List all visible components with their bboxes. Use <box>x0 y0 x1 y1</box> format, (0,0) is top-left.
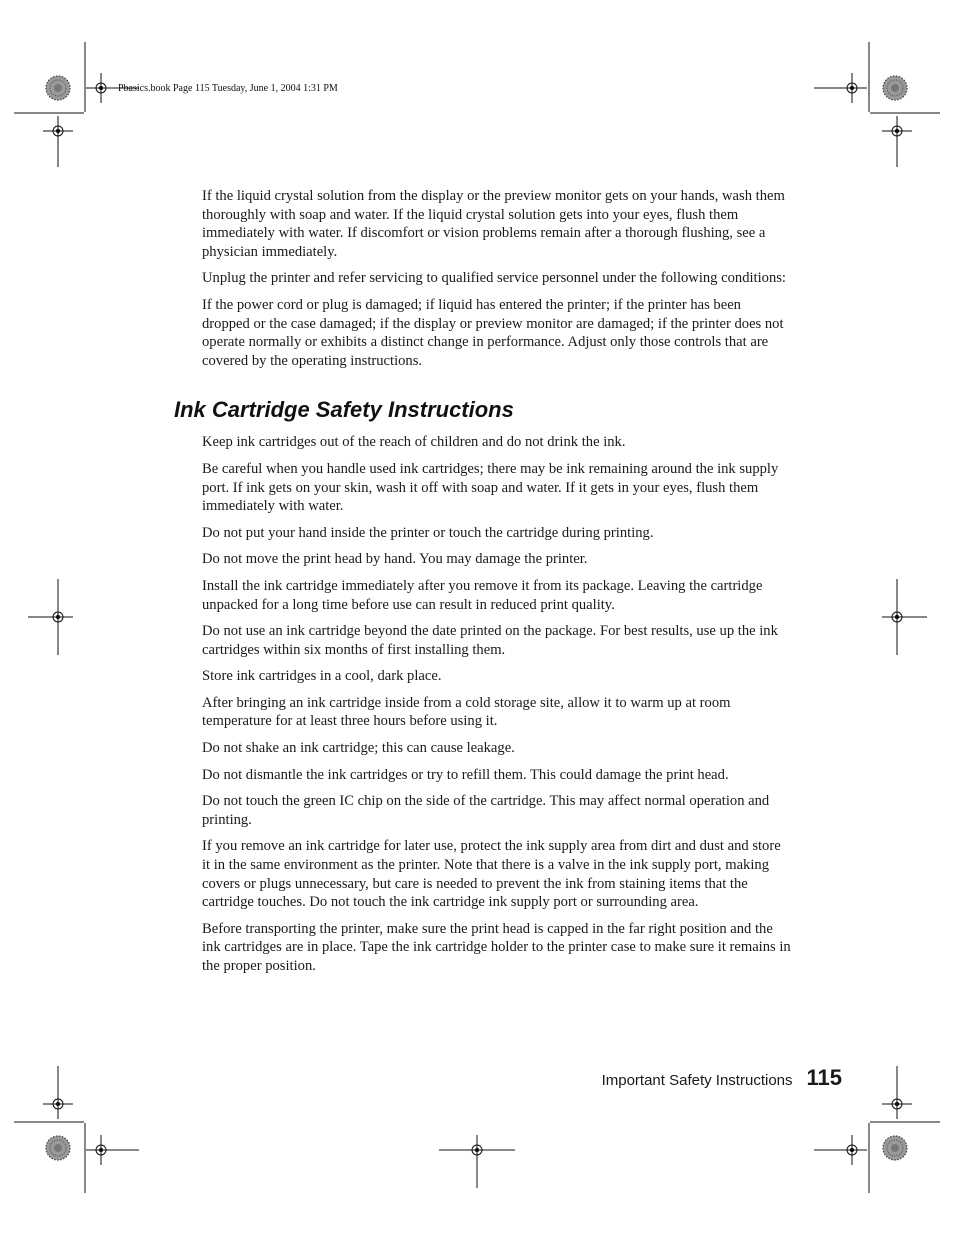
body-paragraph: Do not use an ink cartridge beyond the date printed on the package. For best results, use up the ink cartridges within six months of first installing them. <box>202 623 778 658</box>
slug-line: Pbasics.book Page 115 Tuesday, June 1, 2004 1:31 PM <box>118 83 338 94</box>
color-target-icon <box>46 1136 70 1160</box>
page-footer <box>602 1065 842 1091</box>
color-target-icon <box>46 76 70 100</box>
body-paragraph: Do not move the print head by hand. You may damage the printer. <box>202 551 588 568</box>
registration-mark-icon <box>43 1066 73 1119</box>
body-paragraph: If you remove an ink cartridge for later use, protect the ink supply area from dirt and dust and store it in the same environment as the printer. Note that there is a valve in the ink supply port, making covers or plugs unnecessary, but care is needed to prevent the ink from staining items that the cartridge touches. Do not touch the ink cartridge ink supply port or surrounding area. <box>202 838 781 911</box>
registration-mark-icon <box>43 116 73 167</box>
body-paragraph: Unplug the printer and refer servicing to qualified service personnel under the following conditions: <box>202 270 786 287</box>
body-paragraph: Do not put your hand inside the printer or touch the cartridge during printing. <box>202 524 654 541</box>
body-paragraph: Do not dismantle the ink cartridges or try to refill them. This could damage the print head. <box>202 766 729 783</box>
body-paragraph: If the liquid crystal solution from the display or the preview monitor gets on your hands, wash them thoroughly with soap and water. If the liquid crystal solution gets into your eyes, flush them immediately with water. If discomfort or vision problems remain after a thorough flushing, see a physician immediately. <box>202 188 785 260</box>
body-paragraph: Do not touch the green IC chip on the side of the cartridge. This may affect normal operation and printing. <box>202 793 770 828</box>
color-target-icon <box>883 1136 907 1160</box>
registration-mark-icon <box>814 1135 867 1165</box>
body-paragraph: If the power cord or plug is damaged; if liquid has entered the printer; if the printer has been dropped or the case damaged; if the display or preview monitor are damaged; if the printer does not operate normally or exhibits a distinct change in performance. Adjust only those controls that are covered by the operating instructions. <box>202 296 784 369</box>
registration-mark-icon <box>814 73 867 103</box>
body-paragraph: Keep ink cartridges out of the reach of children and do not drink the ink. <box>202 434 626 451</box>
body-paragraph: After bringing an ink cartridge inside from a cold storage site, allow it to warm up at room temperature for at least three hours before using it. <box>202 694 731 730</box>
body-paragraph: Before transporting the printer, make sure the print head is capped in the far right position and the ink cartridges are in place. Tape the ink cartridge holder to the printer case to make sure it remains in the proper position. <box>202 920 791 974</box>
registration-mark-icon <box>28 579 73 655</box>
body-paragraph: Be careful when you handle used ink cartridges; there may be ink remaining around the ink supply port. If ink gets on your skin, wash it off with soap and water. If it gets in your eyes, flush them immediately with water. <box>202 460 779 515</box>
page-number: 115 <box>806 1065 842 1090</box>
footer-section-name: Important Safety Instructions <box>601 1072 793 1089</box>
registration-mark-icon <box>882 116 912 167</box>
page-body <box>174 187 792 984</box>
registration-mark-icon <box>86 1135 139 1165</box>
body-paragraph: Do not shake an ink cartridge; this can cause leakage. <box>202 740 515 757</box>
registration-mark-icon <box>439 1135 515 1188</box>
section-heading: Ink Cartridge Safety Instructions <box>174 397 514 423</box>
registration-mark-icon <box>882 1066 912 1119</box>
body-paragraph: Install the ink cartridge immediately after you remove it from its package. Leaving the cartridge unpacked for a long time before use can result in reduced print quality. <box>202 577 763 613</box>
color-target-icon <box>883 76 907 100</box>
body-paragraph: Store ink cartridges in a cool, dark place. <box>202 668 442 685</box>
registration-mark-icon <box>882 579 927 655</box>
